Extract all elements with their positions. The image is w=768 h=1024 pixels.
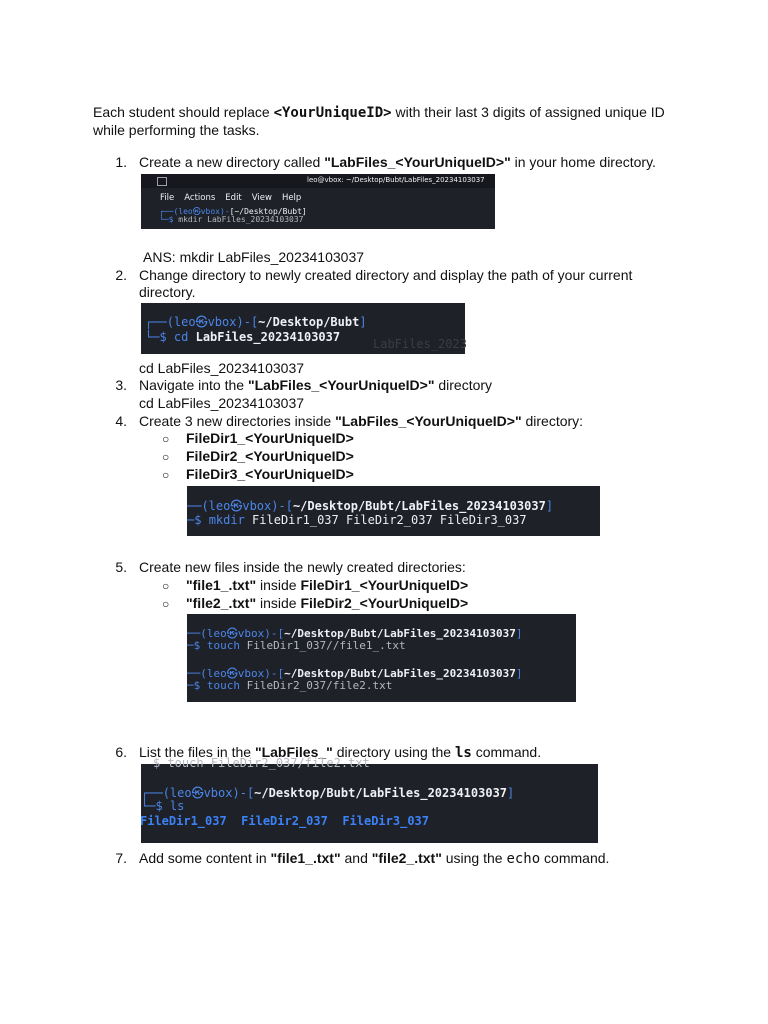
terminal-cut-line: $ touch FileDir2_037/file2.txt bbox=[153, 756, 370, 770]
step-6-bold: "LabFiles_" bbox=[254, 744, 333, 760]
terminal-prompt: ┌──(leo㉿vbox)-[~/Desktop/Bubt/LabFiles_20234103037] bbox=[141, 786, 515, 800]
step-1-post: in your home directory. bbox=[510, 154, 656, 170]
terminal-ghost-text: LabFiles_2023 bbox=[373, 337, 467, 351]
command-name: touch bbox=[206, 639, 240, 652]
menu-view: View bbox=[251, 193, 272, 203]
menu-actions: Actions bbox=[184, 193, 216, 203]
command-arg: FileDir2_037/file2.txt bbox=[246, 679, 393, 692]
list-item: FileDir2_<YourUniqueID> bbox=[186, 448, 354, 464]
step-6-post: command. bbox=[471, 744, 542, 760]
command-text: mkdir LabFiles_20234103037 bbox=[178, 215, 304, 224]
terminal-icon bbox=[157, 177, 167, 186]
bullet-icon: ○ bbox=[162, 432, 170, 446]
step-3-bold: "LabFiles_<YourUniqueID>" bbox=[247, 377, 435, 393]
intro-line-1 bbox=[93, 104, 665, 122]
terminal-menubar bbox=[160, 193, 311, 203]
command-name: touch bbox=[206, 679, 240, 692]
list-item bbox=[186, 595, 468, 612]
command-arg: LabFiles_20234103037 bbox=[195, 330, 341, 344]
terminal-output bbox=[140, 814, 429, 828]
bullet-icon: ○ bbox=[162, 579, 170, 593]
step-3-post: directory bbox=[434, 377, 493, 393]
terminal-command: └─$ cd LabFiles_20234103037 bbox=[145, 330, 341, 344]
step-4-bold: "LabFiles_<YourUniqueID>" bbox=[335, 413, 522, 429]
terminal-command: └─$ ls bbox=[141, 799, 185, 813]
step-6-mid: directory using the bbox=[332, 744, 455, 760]
terminal-command: ─$ mkdir FileDir1_037 FileDir2_037 FileDir3_037 bbox=[187, 513, 527, 527]
step-2-line-2: directory. bbox=[139, 284, 196, 300]
list-item bbox=[186, 577, 468, 594]
step-3-text bbox=[139, 377, 492, 394]
terminal-titlebar bbox=[141, 174, 495, 188]
terminal-prompt: ┌──(leo㉿vbox)-[~/Desktop/Bubt] bbox=[145, 315, 367, 329]
prompt-path: [~/Desktop/Bubt] bbox=[229, 207, 307, 216]
bullet-icon: ○ bbox=[162, 450, 170, 464]
list-item-mid: inside bbox=[256, 595, 301, 611]
step-7-post: command. bbox=[540, 850, 610, 866]
prompt-user: (leo㉿vbox) bbox=[173, 207, 225, 216]
terminal-screenshot-5 bbox=[140, 756, 598, 843]
step-number: 3. bbox=[115, 377, 127, 393]
step-1-pre: Create a new directory called bbox=[139, 154, 325, 170]
command-arg: FileDir1_037//file1_.txt bbox=[246, 639, 406, 652]
terminal-prompt: ──(leo㉿vbox)-[~/Desktop/Bubt/LabFiles_20234103037] bbox=[187, 499, 554, 513]
command-name: mkdir bbox=[208, 513, 245, 527]
step-3-answer: cd LabFiles_20234103037 bbox=[139, 395, 305, 411]
step-6-pre: List the files in the bbox=[139, 744, 255, 760]
step-1-bold: "LabFiles_<YourUniqueID>" bbox=[324, 154, 511, 170]
step-number: 2. bbox=[115, 267, 127, 283]
terminal-command: └─$ mkdir LabFiles_20234103037 bbox=[159, 215, 304, 224]
step-7-mid-2: using the bbox=[441, 850, 507, 866]
step-5-text: Create new files inside the newly created directories: bbox=[139, 559, 466, 575]
terminal-screenshot-2 bbox=[141, 303, 465, 354]
prompt-user: (leo㉿vbox) bbox=[201, 499, 279, 513]
prompt-path: ~/Desktop/Bubt/LabFiles_20234103037 bbox=[284, 627, 516, 640]
terminal-title: leo@vbox: ~/Desktop/Bubt/LabFiles_20234103037 bbox=[307, 176, 485, 184]
menu-file: File bbox=[160, 193, 175, 203]
menu-help: Help bbox=[281, 193, 302, 203]
intro-text: Each student should replace bbox=[93, 104, 274, 120]
terminal-screenshot-4 bbox=[187, 614, 576, 702]
terminal-command: ─$ touch FileDir2_037/file2.txt bbox=[187, 679, 393, 692]
command-name: cd bbox=[173, 330, 189, 344]
intro-text-post: with their last 3 digits of assigned unique ID bbox=[391, 104, 665, 120]
step-4-text bbox=[139, 413, 583, 430]
terminal-screenshot-1 bbox=[141, 174, 495, 229]
terminal-command: ─$ touch FileDir1_037//file1_.txt bbox=[187, 639, 406, 652]
step-2-line-1: Change directory to newly created directory and display the path of your current bbox=[139, 267, 633, 283]
step-7-pre: Add some content in bbox=[139, 850, 271, 866]
terminal-screenshot-3 bbox=[187, 486, 600, 536]
list-item: FileDir3_<YourUniqueID> bbox=[186, 466, 354, 482]
dir-entry: FileDir3_037 bbox=[342, 814, 430, 828]
intro-code: <YourUniqueID> bbox=[273, 105, 392, 121]
step-7-bold-2: "file2_.txt" bbox=[371, 850, 442, 866]
prompt-path: ~/Desktop/Bubt/LabFiles_20234103037 bbox=[292, 499, 546, 513]
menu-edit: Edit bbox=[225, 193, 242, 203]
step-7-code: echo bbox=[506, 851, 541, 867]
prompt-user: (leo㉿vbox) bbox=[166, 315, 244, 329]
command-name: ls bbox=[169, 799, 185, 813]
dir-entry: FileDir2_037 bbox=[241, 814, 328, 828]
step-number: 4. bbox=[115, 413, 127, 429]
step-2-answer: cd LabFiles_20234103037 bbox=[139, 360, 305, 376]
bullet-icon: ○ bbox=[162, 468, 170, 482]
prompt-user: (leo㉿vbox) bbox=[162, 786, 240, 800]
file-name: "file1_.txt" bbox=[186, 577, 257, 593]
step-number: 1. bbox=[115, 154, 127, 170]
command-args: FileDir1_037 FileDir2_037 FileDir3_037 bbox=[252, 513, 527, 527]
bullet-icon: ○ bbox=[162, 597, 170, 611]
prompt-path: ~/Desktop/Bubt/LabFiles_20234103037 bbox=[254, 786, 508, 800]
step-number: 6. bbox=[115, 744, 127, 760]
terminal-prompt: ──(leo㉿vbox)-[~/Desktop/Bubt/LabFiles_20234103037] bbox=[187, 627, 523, 640]
dir-entry: FileDir1_037 bbox=[140, 814, 227, 828]
prompt-user: (leo㉿vbox) bbox=[200, 627, 271, 640]
step-7-text bbox=[139, 850, 609, 868]
step-number: 7. bbox=[115, 850, 127, 866]
step-1-answer: ANS: mkdir LabFiles_20234103037 bbox=[143, 249, 365, 265]
prompt-path: ~/Desktop/Bubt/LabFiles_20234103037 bbox=[284, 667, 516, 680]
file-name: "file2_.txt" bbox=[186, 595, 257, 611]
step-6-code: ls bbox=[454, 745, 472, 761]
intro-line-2: while performing the tasks. bbox=[93, 122, 260, 138]
step-4-post: directory: bbox=[521, 413, 584, 429]
list-item: FileDir1_<YourUniqueID> bbox=[186, 430, 354, 446]
step-7-bold-1: "file1_.txt" bbox=[270, 850, 341, 866]
prompt-user: (leo㉿vbox) bbox=[200, 667, 271, 680]
list-item-mid: inside bbox=[256, 577, 301, 593]
terminal-prompt: ──(leo㉿vbox)-[~/Desktop/Bubt/LabFiles_20234103037] bbox=[187, 667, 523, 680]
terminal-prompt: ┌──(leo㉿vbox)-[~/Desktop/Bubt] bbox=[159, 207, 307, 216]
step-7-mid: and bbox=[340, 850, 372, 866]
prompt-path: ~/Desktop/Bubt bbox=[258, 315, 360, 329]
step-number: 5. bbox=[115, 559, 127, 575]
step-3-pre: Navigate into the bbox=[139, 377, 248, 393]
step-1-text bbox=[139, 154, 656, 171]
step-4-pre: Create 3 new directories inside bbox=[139, 413, 336, 429]
dir-name: FileDir2_<YourUniqueID> bbox=[300, 595, 469, 611]
dir-name: FileDir1_<YourUniqueID> bbox=[300, 577, 469, 593]
